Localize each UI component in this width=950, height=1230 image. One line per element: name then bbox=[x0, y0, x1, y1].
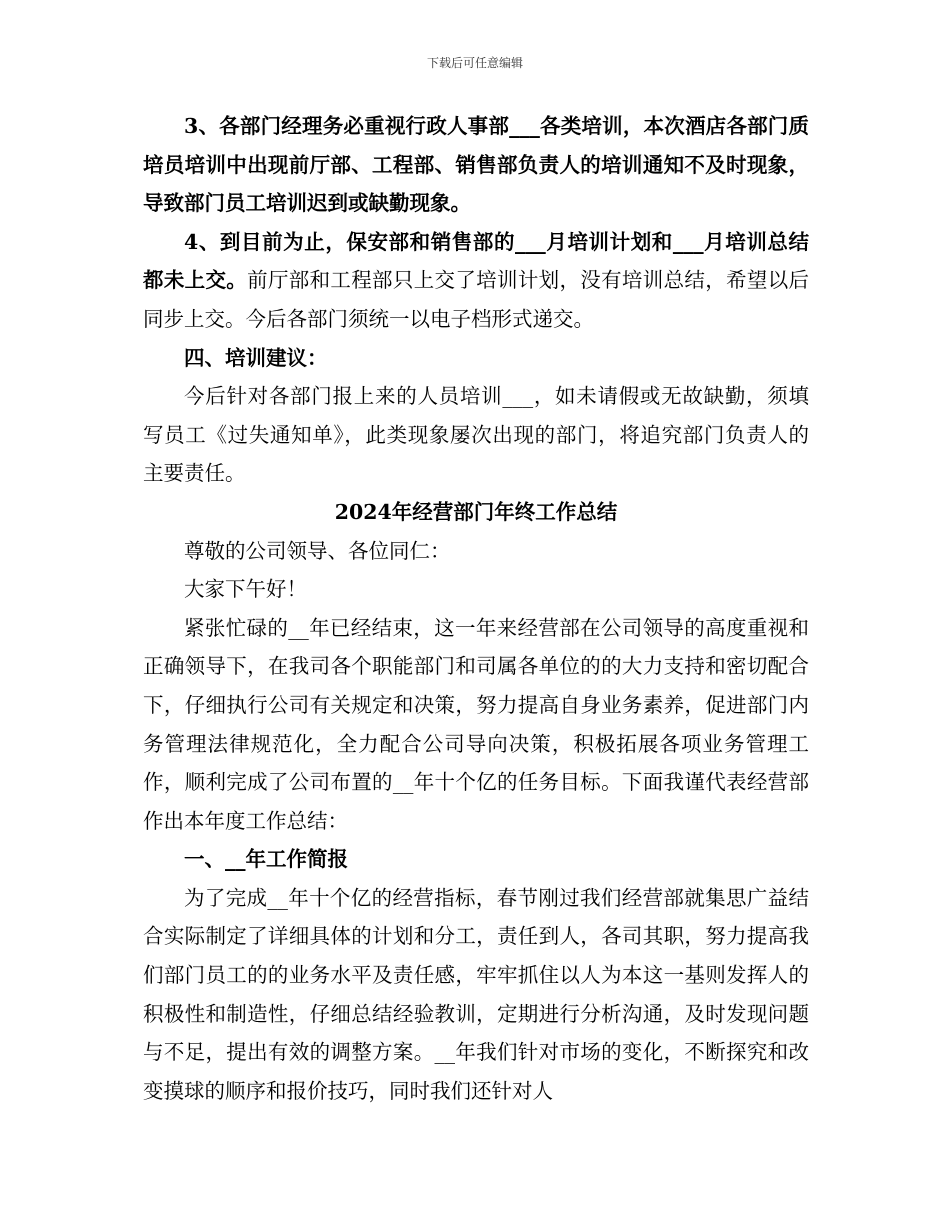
page-header: 下载后可任意编辑 bbox=[426, 56, 523, 70]
paragraph-dept-training: 3、各部门经理务必重视行政人事部___各类培训，本次酒店各部门质培员培训中出现前厅部、工程部、销售部负责人的培训通知不及时现象，导致部门员工培训迟到或缺勤现象。 bbox=[143, 114, 809, 216]
document-body bbox=[143, 107, 809, 1110]
paragraph-suggestions: 今后针对各部门报上来的人员培训___，如未请假或无故缺勤，须填写员工《过失通知单》，此类现象屡次出现的部门，将追究部门负责人的主要责任。 bbox=[143, 384, 809, 486]
paragraph-intro: 紧张忙碌的__年已经结束，这一年来经营部在公司领导的高度重视和正确领导下，在我司各个职能部门和司属各单位的的大力支持和密切配合下，仔细执行公司有关规定和决策，努力提高自身业务素养，促进部门内务管理法律规范化，全力配合公司导向决策，积极拓展各项业务管理工作，顺利完成了公司布置的__年十个亿的任务目标。下面我谨代表经营部作出本年度工作总结： bbox=[143, 615, 809, 833]
paragraph-brief: 为了完成__年十个亿的经营指标，春节刚过我们经营部就集思广益结合实际制定了详细具体的计划和分工，责任到人，各司其职，努力提高我们部门员工的的业务水平及责任感，牢牢抓住以人为本这一基则发挥人的积极性和制造性，仔细总结经验教训，定期进行分析沟通，及时发现问题与不足，提出有效的调整方案。__年我们针对市场的变化，不断探究和改变摸球的顺序和报价技巧，同时我们还针对人 bbox=[143, 885, 809, 1103]
section-heading-suggestions: 四、培训建议： bbox=[184, 345, 328, 370]
paragraph-submission bbox=[143, 223, 809, 339]
document-title: 2024年经营部门年终工作总结 bbox=[334, 499, 618, 524]
section-heading-brief: 一、__年工作简报 bbox=[184, 847, 348, 872]
paragraph-submission-bold: 4、到目前为止，保安部和销售部的___月培训计划和___月培训总结都未上交。 bbox=[143, 229, 809, 293]
paragraph-salutation: 尊敬的公司领导、各位同仁： bbox=[184, 538, 451, 563]
paragraph-submission-rest: 前厅部和工程部只上交了培训计划，没有培训总结，希望以后同步上交。今后各部门须统一以电子档形式递交。 bbox=[143, 268, 810, 331]
paragraph-greeting: 大家下午好！ bbox=[184, 577, 307, 602]
